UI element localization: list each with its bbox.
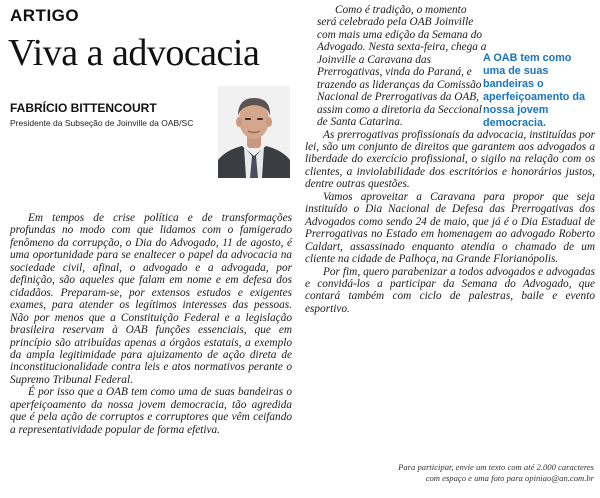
paragraph: As prerrogativas profissionais da advocacia, instituídas por lei, são um conjunto de direitos que garantem aos advogados a liberdade do exercício profissional, o sigilo na relação com os clientes, a inviolabilidade dos escritórios e honorários justos, dentre outras questões. [305,128,595,191]
body-column-right [305,4,595,315]
author-photo [218,86,290,178]
section-label: ARTIGO [10,6,80,25]
body-column-left [10,212,292,436]
submission-note [294,462,594,484]
paragraph: Vamos aproveitar a Caravana para propor que seja instituído o Dia Nacional de Defesa das Prerrogativas dos Advogados como sendo 24 de maio, que já é o Dia Estadual de Prerrogativas no Estado em homenagem ao advogado Roberto Caldart, assassinado enquanto atendia o chamado de um cliente na cidade de Palhoça, na Grande Florianópolis. [305,190,595,266]
paragraph: Em tempos de crise política e de transformações profundas no modo com que lidamos com o famigerado fenômeno da corrupção, o Dia do Advogado, 11 de agosto, é uma oportunidade para se enaltecer o papel da advocacia na sociedade civil, afinal, o advogado e a advogada, por definição, são aqueles que falam em nome e em defesa dos cidadãos. Preparam-se, por extensos estudos e exigentes exames, para atender os legítimos interesses das pessoas. Não por menos que a Constituição Federal e a legislação brasileira reservam à OAB funções essenciais, que em princípio são atribuídas apenas a órgãos estatais, a exemplo da ampla legitimidade para ajuizamento de ação direta de inconstitucionalidade contra leis e atos normativos perante o Supremo Tribunal Federal. [10,212,292,386]
paragraph: É por isso que a OAB tem como uma de suas bandeiras o aperfeiçoamento da nossa jovem democracia, tão agredida que é pela ação de corruptos e corruptores que vêm ceifando a representatividade popular de forma efetiva. [10,386,292,436]
submission-note-line: com espaço e uma foto para opiniao@an.com.br [425,473,594,483]
article-headline: Viva a advocacia [8,32,260,74]
author-name: FABRÍCIO BITTENCOURT [10,101,157,115]
author-role: Presidente da Subseção de Joinville da OAB/SC [10,118,194,128]
paragraph-intro: Como é tradição, o momento será celebrado pela OAB Joinville com mais uma edição da Semana do Advogado. Nesta sexta-feira, chega a Joinville a Caravana das Prerrogativas, vinda do Paraná, e trazendo as lideranças da Comissão Nacional de Prerrogativas da OAB, assim como a diretoria da Seccional de Santa Catarina. [317,4,487,129]
pull-quote: A OAB tem como uma de suas bandeiras o aperfeiçoamento da nossa jovem democracia. [483,52,586,129]
submission-note-line: Para participar, envie um texto com até 2.000 caracteres [398,462,594,472]
paragraph: Por fim, quero parabenizar a todos advogados e advogadas e convidá-los a participar da Semana do Advogado, que contará também com ciclo de palestras, baile e evento esportivo. [305,265,595,315]
